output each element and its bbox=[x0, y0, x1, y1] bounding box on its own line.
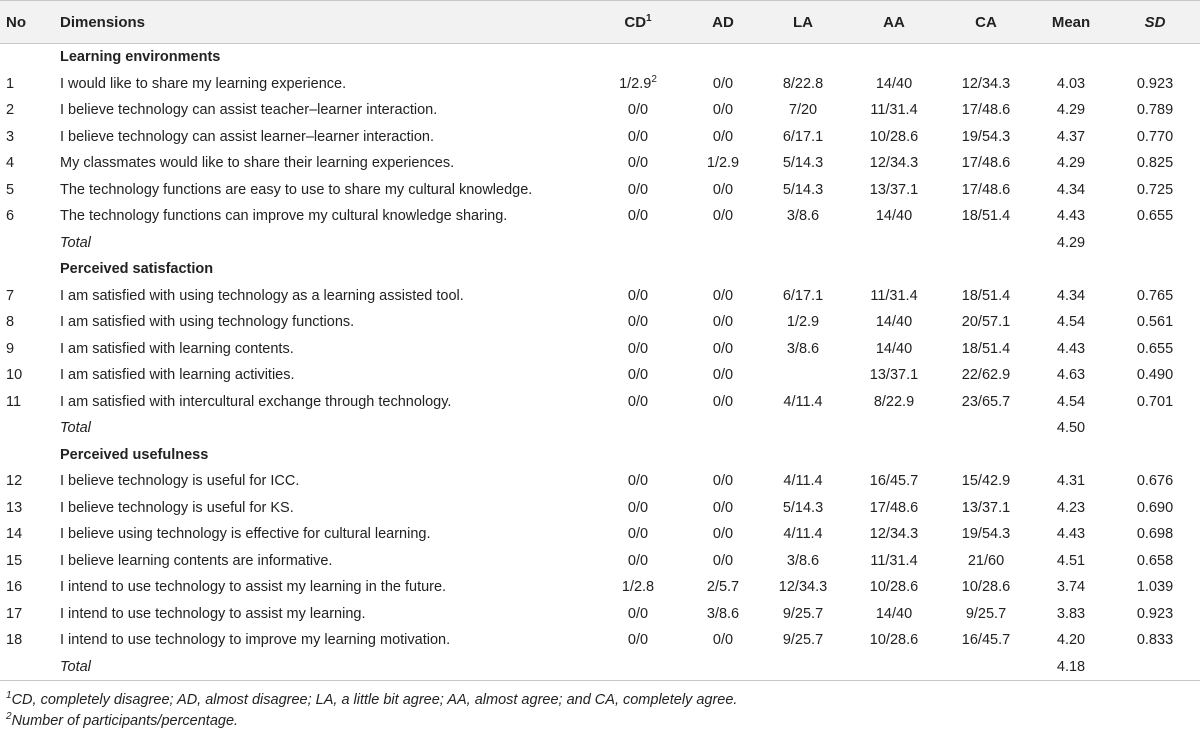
header-cd-label: CD bbox=[624, 13, 647, 31]
cell-dim: I am satisfied with intercultural exchange through technology. bbox=[60, 393, 452, 410]
cell-cd: 0/0 bbox=[627, 473, 649, 490]
cell-la bbox=[758, 362, 848, 389]
cell-mean: 4.18 bbox=[1032, 654, 1110, 681]
cell-ca: 20/57.1 bbox=[961, 314, 1011, 331]
header-sd: SD bbox=[1110, 1, 1200, 44]
cell-ad: 0/0 bbox=[712, 128, 734, 145]
cell-dim: I believe technology is useful for KS. bbox=[60, 499, 294, 516]
footnote-2 bbox=[6, 711, 1200, 732]
cell-cd: 0/0 bbox=[627, 526, 649, 543]
cell-dim: Total bbox=[60, 234, 91, 251]
cell-no bbox=[0, 415, 60, 442]
cell-cd bbox=[588, 44, 688, 71]
cell-dim: I intend to use technology to assist my learning. bbox=[60, 605, 366, 622]
cell-ad: 0/0 bbox=[712, 367, 734, 384]
cell-no bbox=[0, 44, 60, 71]
cell-cd: 0/0 bbox=[627, 632, 649, 649]
cell-mean bbox=[1032, 442, 1110, 469]
table-row bbox=[0, 336, 1200, 363]
cell-no bbox=[0, 256, 60, 283]
cell-no: 6 bbox=[6, 208, 15, 225]
cell-ad bbox=[688, 256, 758, 283]
cell-aa bbox=[848, 442, 940, 469]
cell-cd-footnote-marker: 2 bbox=[651, 73, 657, 85]
cell-ad: 0/0 bbox=[712, 552, 734, 569]
section-header-row bbox=[0, 442, 1200, 469]
cell-no: 9 bbox=[6, 340, 15, 357]
cell-ca: 18/51.4 bbox=[961, 208, 1011, 225]
table-row bbox=[0, 177, 1200, 204]
cell-ca: 16/45.7 bbox=[961, 632, 1011, 649]
cell-la: 3/8.6 bbox=[786, 552, 820, 569]
cell-cd: 0/0 bbox=[627, 102, 649, 119]
table-row bbox=[0, 124, 1200, 151]
cell-ca: 12/34.3 bbox=[961, 75, 1011, 92]
table-row bbox=[0, 468, 1200, 495]
cell-ca: 15/42.9 bbox=[961, 473, 1011, 490]
cell-ad: 3/8.6 bbox=[706, 605, 740, 622]
table-row bbox=[0, 362, 1200, 389]
header-aa: AA bbox=[848, 1, 940, 44]
cell-mean: 4.29 bbox=[1056, 155, 1086, 172]
cell-aa bbox=[848, 415, 940, 442]
cell-ca: 13/37.1 bbox=[961, 499, 1011, 516]
table-row bbox=[0, 627, 1200, 654]
cell-sd: 0.676 bbox=[1136, 473, 1174, 490]
cell-ca: 21/60 bbox=[967, 552, 1005, 569]
cell-ad bbox=[688, 230, 758, 257]
table-row bbox=[0, 150, 1200, 177]
cell-cd: 0/0 bbox=[627, 340, 649, 357]
cell-la bbox=[758, 44, 848, 71]
cell-cd: 0/0 bbox=[627, 367, 649, 384]
cell-cd bbox=[588, 442, 688, 469]
total-row bbox=[0, 415, 1200, 442]
cell-la: 5/14.3 bbox=[782, 155, 824, 172]
table-row bbox=[0, 548, 1200, 575]
cell-cd: 0/0 bbox=[627, 314, 649, 331]
table-row bbox=[0, 389, 1200, 416]
cell-aa: 11/31.4 bbox=[870, 102, 918, 119]
cell-no: 3 bbox=[6, 128, 15, 145]
cell-aa: 12/34.3 bbox=[869, 526, 919, 543]
cell-dim: Learning environments bbox=[60, 49, 221, 66]
cell-cd bbox=[588, 654, 688, 681]
cell-ad: 0/0 bbox=[712, 314, 734, 331]
cell-aa bbox=[848, 654, 940, 681]
cell-aa: 14/40 bbox=[875, 75, 913, 92]
cell-ad: 0/0 bbox=[712, 632, 734, 649]
cell-dim: I believe technology is useful for ICC. bbox=[60, 473, 300, 490]
cell-ad: 0/0 bbox=[712, 499, 734, 516]
cell-sd bbox=[1110, 415, 1200, 442]
cell-cd bbox=[588, 256, 688, 283]
cell-mean: 4.23 bbox=[1056, 499, 1086, 516]
cell-mean: 4.34 bbox=[1056, 181, 1086, 198]
cell-sd: 0.789 bbox=[1136, 102, 1174, 119]
cell-la: 6/17.1 bbox=[782, 287, 824, 304]
cell-sd: 0.655 bbox=[1136, 208, 1174, 225]
cell-dim: Perceived satisfaction bbox=[60, 261, 214, 278]
cell-la: 12/34.3 bbox=[778, 579, 828, 596]
cell-ca: 22/62.9 bbox=[961, 367, 1011, 384]
cell-mean: 4.54 bbox=[1056, 314, 1086, 331]
table-row bbox=[0, 97, 1200, 124]
cell-cd: 0/0 bbox=[627, 552, 649, 569]
cell-la: 5/14.3 bbox=[782, 181, 824, 198]
cell-dim: I am satisfied with using technology functions. bbox=[60, 314, 355, 331]
cell-no: 10 bbox=[6, 367, 23, 384]
header-no: No bbox=[0, 1, 60, 44]
cell-no: 7 bbox=[6, 287, 15, 304]
header-ad: AD bbox=[688, 1, 758, 44]
footnote-2-marker: 2 bbox=[6, 711, 12, 723]
cell-cd: 0/0 bbox=[627, 499, 649, 516]
cell-dim: I am satisfied with using technology as a learning assisted tool. bbox=[60, 287, 464, 304]
cell-cd: 0/0 bbox=[627, 605, 649, 622]
cell-sd: 0.490 bbox=[1136, 367, 1174, 384]
cell-sd: 0.655 bbox=[1136, 340, 1174, 357]
cell-la bbox=[758, 256, 848, 283]
cell-ad: 0/0 bbox=[712, 208, 734, 225]
cell-mean: 4.43 bbox=[1056, 340, 1086, 357]
cell-sd bbox=[1110, 442, 1200, 469]
cell-ad: 1/2.9 bbox=[706, 155, 740, 172]
cell-ca: 9/25.7 bbox=[965, 605, 1007, 622]
cell-mean bbox=[1032, 256, 1110, 283]
cell-mean: 4.34 bbox=[1056, 287, 1086, 304]
cell-no: 1 bbox=[6, 75, 15, 92]
cell-mean: 4.51 bbox=[1056, 552, 1086, 569]
cell-dim: I believe technology can assist teacher–learner interaction. bbox=[60, 102, 438, 119]
cell-ad: 0/0 bbox=[712, 393, 734, 410]
cell-sd bbox=[1110, 256, 1200, 283]
cell-no: 14 bbox=[6, 526, 23, 543]
cell-sd: 0.690 bbox=[1136, 499, 1174, 516]
cell-ca: 18/51.4 bbox=[961, 287, 1011, 304]
cell-dim: I am satisfied with learning contents. bbox=[60, 340, 294, 357]
cell-ad: 0/0 bbox=[712, 340, 734, 357]
cell-mean: 3.74 bbox=[1056, 579, 1086, 596]
cell-dim: I intend to use technology to assist my learning in the future. bbox=[60, 579, 447, 596]
table-row bbox=[0, 203, 1200, 230]
cell-dim: My classmates would like to share their learning experiences. bbox=[60, 155, 455, 172]
cell-no: 8 bbox=[6, 314, 15, 331]
cell-no: 2 bbox=[6, 102, 15, 119]
header-cd-footnote-marker: 1 bbox=[646, 12, 652, 24]
cell-la bbox=[758, 654, 848, 681]
table-row bbox=[0, 309, 1200, 336]
cell-no: 17 bbox=[6, 605, 23, 622]
cell-no: 5 bbox=[6, 181, 15, 198]
header-cd bbox=[588, 1, 688, 44]
cell-no: 18 bbox=[6, 632, 23, 649]
cell-sd: 0.833 bbox=[1136, 632, 1174, 649]
cell-sd: 0.725 bbox=[1136, 181, 1174, 198]
cell-mean: 3.83 bbox=[1056, 605, 1086, 622]
cell-no: 4 bbox=[6, 155, 15, 172]
cell-ca: 17/48.6 bbox=[961, 102, 1011, 119]
cell-cd: 1/2.8 bbox=[621, 579, 655, 596]
cell-no bbox=[0, 230, 60, 257]
cell-ad bbox=[688, 654, 758, 681]
cell-aa: 14/40 bbox=[875, 208, 913, 225]
cell-sd: 0.701 bbox=[1136, 393, 1174, 410]
cell-la: 7/20 bbox=[788, 102, 818, 119]
cell-sd bbox=[1110, 230, 1200, 257]
table-row bbox=[0, 521, 1200, 548]
cell-cd bbox=[588, 415, 688, 442]
cell-ca: 17/48.6 bbox=[961, 155, 1011, 172]
cell-dim: I believe learning contents are informative. bbox=[60, 552, 333, 569]
cell-ad: 0/0 bbox=[712, 75, 734, 92]
cell-la: 5/14.3 bbox=[782, 499, 824, 516]
cell-aa: 13/37.1 bbox=[869, 181, 919, 198]
section-header-row bbox=[0, 256, 1200, 283]
cell-dim: Perceived usefulness bbox=[60, 446, 209, 463]
table-footnotes bbox=[0, 681, 1200, 732]
cell-cd bbox=[588, 71, 688, 98]
cell-la: 9/25.7 bbox=[782, 632, 824, 649]
cell-dim: The technology functions are easy to use to share my cultural knowledge. bbox=[60, 181, 533, 198]
cell-la: 6/17.1 bbox=[782, 128, 824, 145]
cell-mean: 4.29 bbox=[1056, 234, 1086, 251]
cell-mean: 4.43 bbox=[1056, 526, 1086, 543]
table-row bbox=[0, 495, 1200, 522]
cell-aa: 13/37.1 bbox=[869, 367, 919, 384]
header-la: LA bbox=[758, 1, 848, 44]
cell-sd: 1.039 bbox=[1136, 579, 1174, 596]
cell-la bbox=[758, 442, 848, 469]
cell-ca: 18/51.4 bbox=[961, 340, 1011, 357]
cell-ca: 17/48.6 bbox=[961, 181, 1011, 198]
cell-la: 8/22.8 bbox=[782, 75, 824, 92]
cell-sd: 0.825 bbox=[1136, 155, 1174, 172]
header-ca: CA bbox=[940, 1, 1032, 44]
cell-dim: Total bbox=[60, 420, 91, 437]
cell-la: 4/11.4 bbox=[783, 526, 823, 543]
cell-sd: 0.923 bbox=[1136, 605, 1174, 622]
cell-ad bbox=[688, 442, 758, 469]
cell-aa: 8/22.9 bbox=[873, 393, 915, 410]
cell-aa: 14/40 bbox=[875, 340, 913, 357]
footnote-2-text: Number of participants/percentage. bbox=[11, 713, 239, 729]
cell-ca bbox=[940, 654, 1032, 681]
cell-aa: 10/28.6 bbox=[869, 579, 919, 596]
cell-ca bbox=[940, 230, 1032, 257]
section-header-row bbox=[0, 44, 1200, 71]
header-dimensions: Dimensions bbox=[60, 1, 588, 44]
cell-ca: 10/28.6 bbox=[961, 579, 1011, 596]
cell-aa bbox=[848, 256, 940, 283]
total-row bbox=[0, 230, 1200, 257]
cell-mean: 4.31 bbox=[1056, 473, 1086, 490]
cell-sd: 0.698 bbox=[1136, 526, 1174, 543]
cell-ad: 0/0 bbox=[712, 473, 734, 490]
cell-no: 13 bbox=[6, 499, 23, 516]
cell-mean: 4.20 bbox=[1056, 632, 1086, 649]
cell-ca bbox=[940, 415, 1032, 442]
cell-dim: I believe technology can assist learner–learner interaction. bbox=[60, 128, 434, 145]
cell-aa: 11/31.4 bbox=[870, 287, 918, 304]
cell-no: 11 bbox=[6, 393, 22, 410]
cell-la: 1/2.9 bbox=[786, 314, 820, 331]
cell-sd bbox=[1110, 654, 1200, 681]
cell-aa: 12/34.3 bbox=[869, 155, 919, 172]
cell-la: 3/8.6 bbox=[786, 208, 820, 225]
cell-ad bbox=[688, 415, 758, 442]
cell-la: 9/25.7 bbox=[782, 605, 824, 622]
cell-aa: 17/48.6 bbox=[869, 499, 919, 516]
header-mean: Mean bbox=[1032, 1, 1110, 44]
cell-ad: 0/0 bbox=[712, 526, 734, 543]
cell-cd: 0/0 bbox=[627, 128, 649, 145]
cell-sd bbox=[1110, 44, 1200, 71]
cell-ad: 0/0 bbox=[712, 181, 734, 198]
cell-no bbox=[0, 442, 60, 469]
cell-ca bbox=[940, 442, 1032, 469]
footnote-1-text: CD, completely disagree; AD, almost disagree; LA, a little bit agree; AA, almost agree; and CA, completely agree. bbox=[11, 692, 738, 708]
cell-aa: 10/28.6 bbox=[869, 128, 919, 145]
cell-ca: 23/65.7 bbox=[961, 393, 1011, 410]
cell-ad: 2/5.7 bbox=[706, 579, 740, 596]
cell-aa: 11/31.4 bbox=[870, 552, 918, 569]
cell-no: 15 bbox=[6, 552, 23, 569]
cell-cd bbox=[588, 230, 688, 257]
cell-cd: 0/0 bbox=[627, 393, 649, 410]
cell-cd: 0/0 bbox=[627, 208, 649, 225]
cell-ca: 19/54.3 bbox=[961, 128, 1011, 145]
table-row bbox=[0, 283, 1200, 310]
cell-dim: Total bbox=[60, 654, 588, 681]
cell-mean: 4.43 bbox=[1056, 208, 1086, 225]
cell-sd: 0.923 bbox=[1136, 75, 1174, 92]
table-row bbox=[0, 71, 1200, 98]
cell-la bbox=[758, 230, 848, 257]
cell-no bbox=[0, 654, 60, 681]
total-row bbox=[0, 654, 1200, 681]
cell-la: 4/11.4 bbox=[783, 393, 823, 410]
cell-aa bbox=[848, 44, 940, 71]
cell-cd: 0/0 bbox=[627, 155, 649, 172]
cell-mean: 4.37 bbox=[1056, 128, 1086, 145]
cell-no: 12 bbox=[6, 473, 23, 490]
cell-ad bbox=[688, 44, 758, 71]
cell-mean: 4.54 bbox=[1056, 393, 1086, 410]
cell-sd: 0.561 bbox=[1136, 314, 1174, 331]
cell-sd: 0.770 bbox=[1136, 128, 1174, 145]
cell-sd: 0.765 bbox=[1136, 287, 1174, 304]
cell-aa: 10/28.6 bbox=[869, 632, 919, 649]
cell-ad: 0/0 bbox=[712, 287, 734, 304]
cell-ca: 19/54.3 bbox=[961, 526, 1011, 543]
cell-ca bbox=[940, 44, 1032, 71]
footnote-1-marker: 1 bbox=[6, 690, 12, 702]
cell-la: 3/8.6 bbox=[786, 340, 820, 357]
cell-aa bbox=[848, 230, 940, 257]
cell-mean: 4.29 bbox=[1056, 102, 1086, 119]
cell-cd-value: 1/2.9 bbox=[619, 75, 652, 92]
footnote-1 bbox=[6, 690, 1200, 711]
cell-no: 16 bbox=[6, 579, 23, 596]
table-body bbox=[0, 44, 1200, 681]
cell-dim: I intend to use technology to improve my learning motivation. bbox=[60, 632, 451, 649]
cell-sd: 0.658 bbox=[1136, 552, 1174, 569]
cell-dim: I believe using technology is effective for cultural learning. bbox=[60, 526, 431, 543]
table-header bbox=[0, 1, 1200, 44]
cell-cd: 0/0 bbox=[627, 181, 649, 198]
cell-mean: 4.63 bbox=[1056, 367, 1086, 384]
header-row bbox=[0, 1, 1200, 44]
cell-aa: 16/45.7 bbox=[869, 473, 919, 490]
cell-dim: I am satisfied with learning activities. bbox=[60, 367, 295, 384]
cell-ad: 0/0 bbox=[712, 102, 734, 119]
cell-la: 4/11.4 bbox=[783, 473, 823, 490]
cell-dim: I would like to share my learning experience. bbox=[60, 75, 347, 92]
cell-dim: The technology functions can improve my cultural knowledge sharing. bbox=[60, 208, 508, 225]
cell-ca bbox=[940, 256, 1032, 283]
table-row bbox=[0, 574, 1200, 601]
cell-cd: 0/0 bbox=[627, 287, 649, 304]
table-row bbox=[0, 601, 1200, 628]
cell-aa: 14/40 bbox=[875, 605, 913, 622]
cell-aa: 14/40 bbox=[875, 314, 913, 331]
cell-mean: 4.03 bbox=[1056, 75, 1086, 92]
cell-mean bbox=[1032, 44, 1110, 71]
cell-la bbox=[758, 415, 848, 442]
cell-mean: 4.50 bbox=[1056, 420, 1086, 437]
